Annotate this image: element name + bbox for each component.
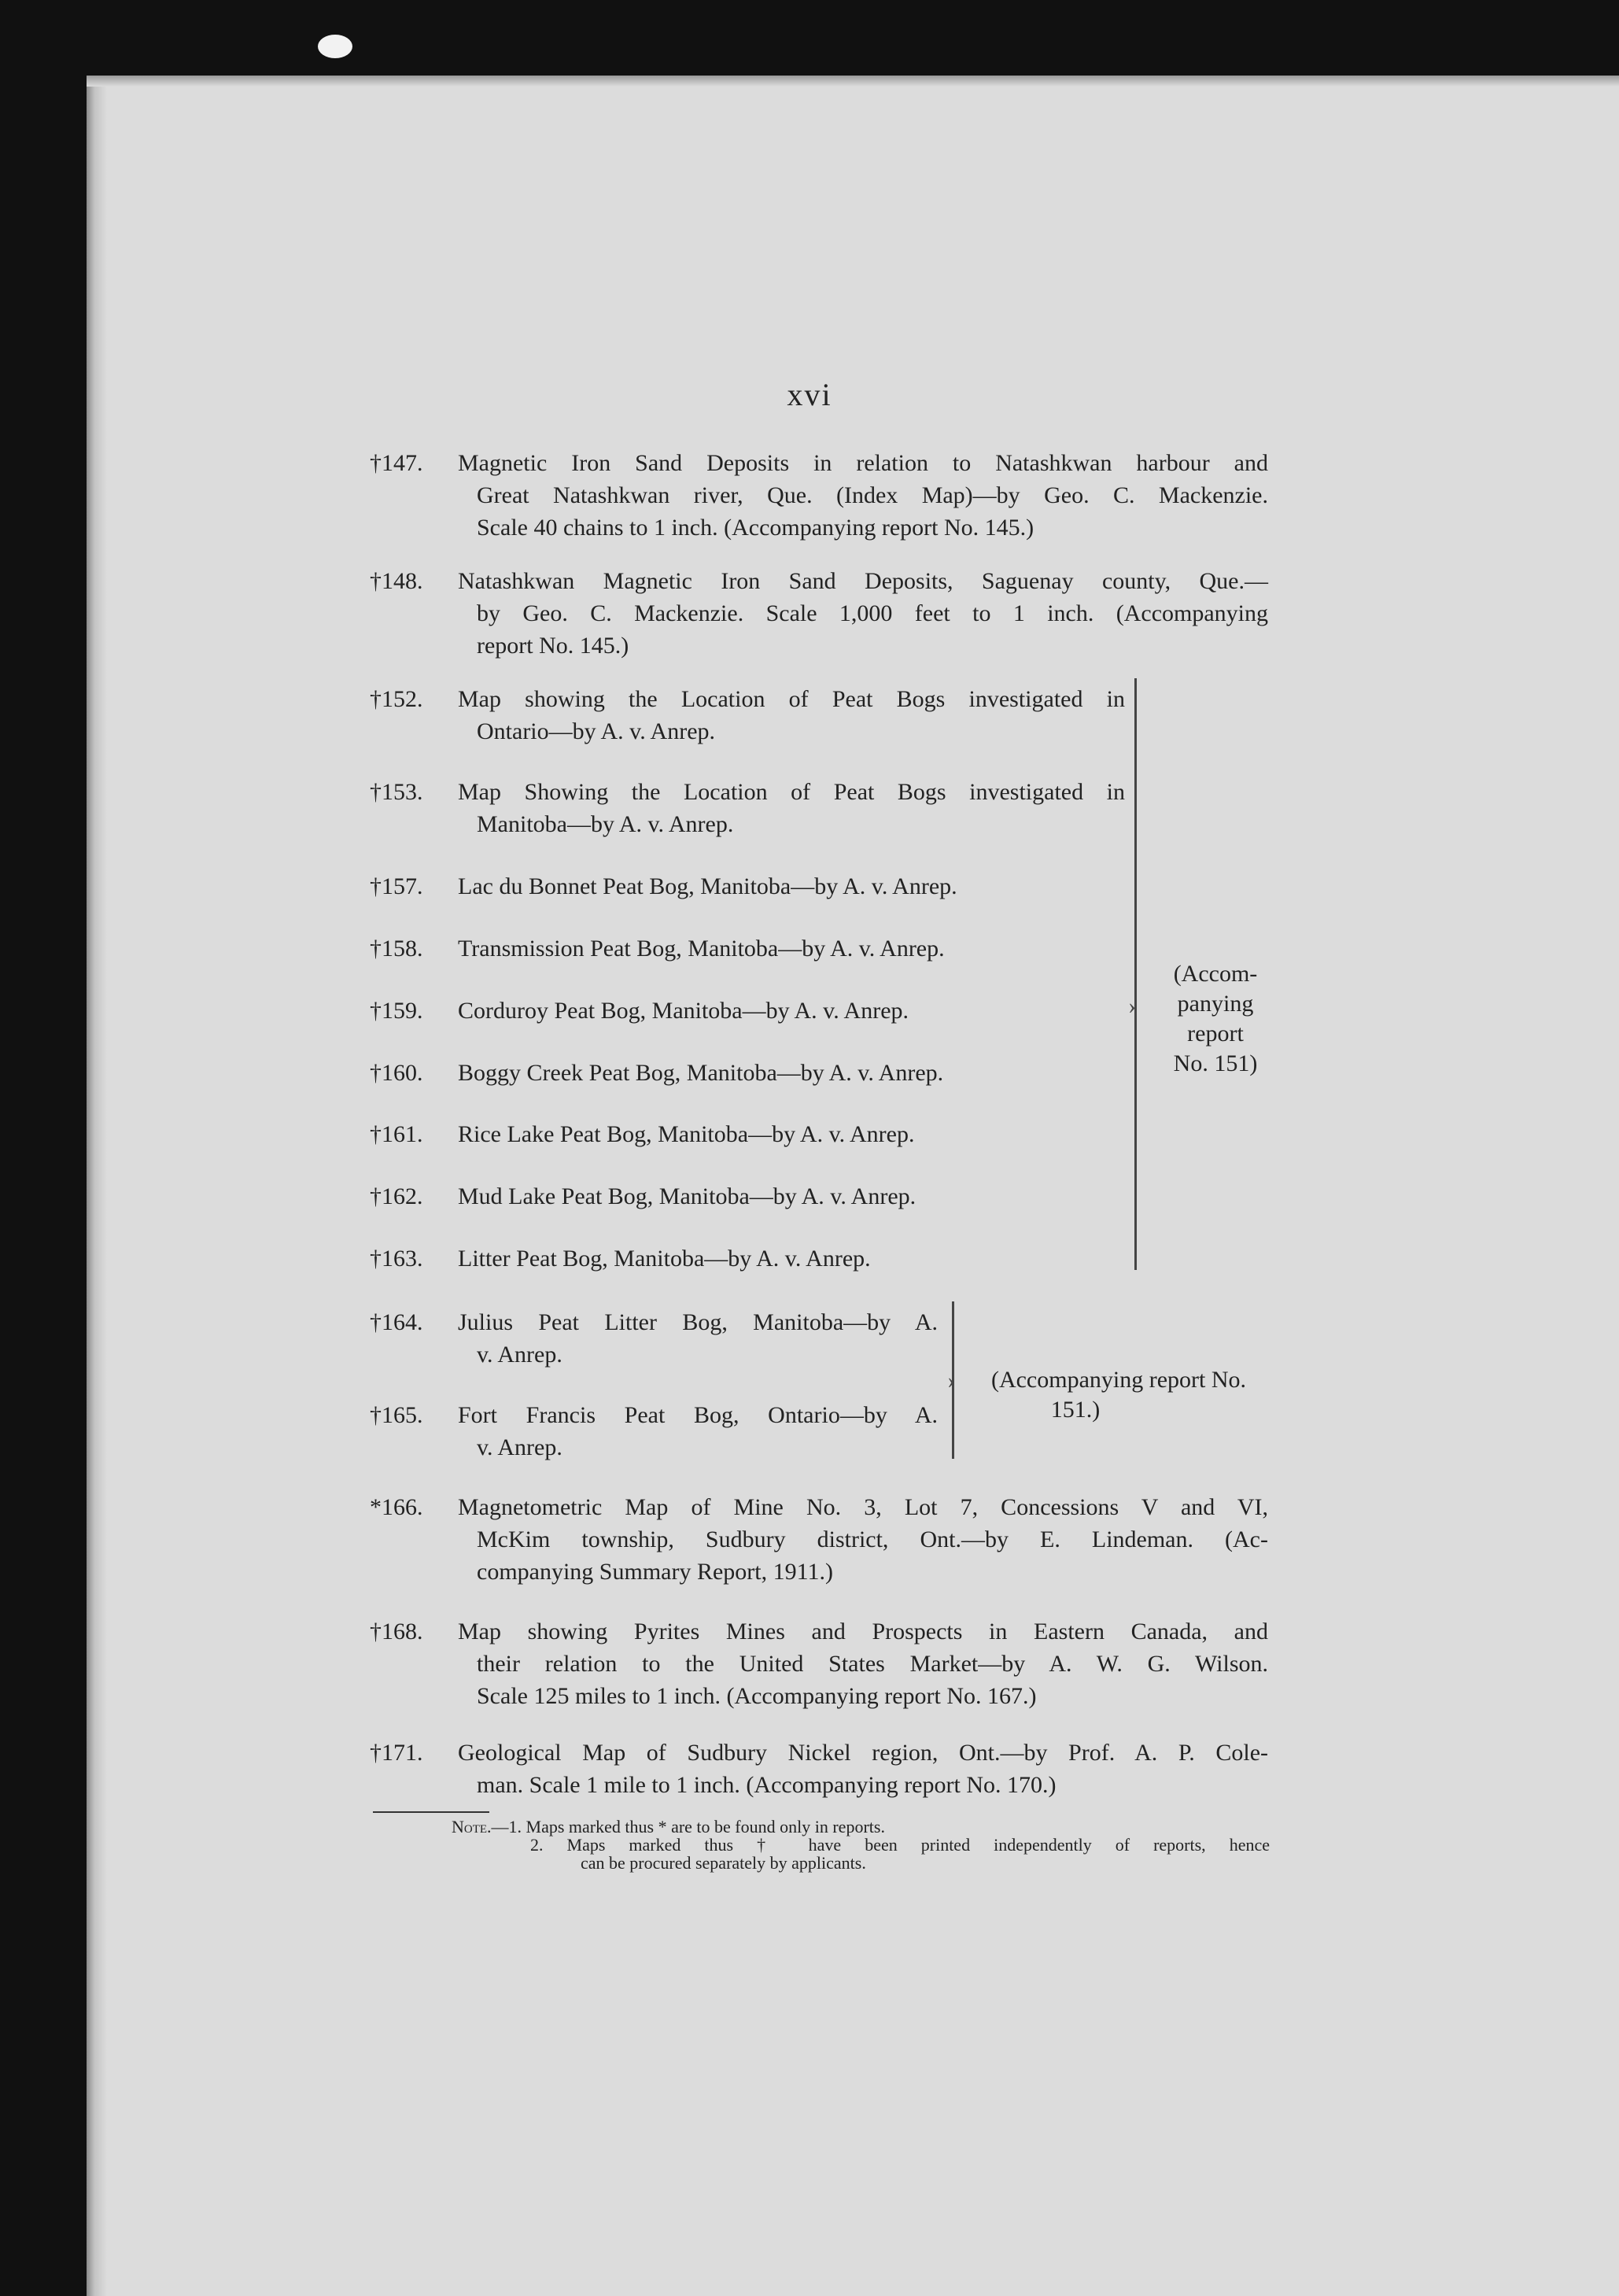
bracket-line: report <box>1187 1021 1244 1046</box>
entry-line: man. Scale 1 mile to 1 inch. (Accompanying report No. 170.) <box>477 1772 1057 1798</box>
entry-line: Map Showing the Location of Peat Bogs investigated in <box>458 779 1125 805</box>
footnote-label: Note. <box>452 1817 492 1836</box>
entry-line: Great Natashkwan river, Que. (Index Map)—by Geo. C. Mackenzie. <box>477 482 1268 508</box>
entry-163-number: †163. <box>370 1246 423 1272</box>
footnote-item: 2. Maps marked thus † have been printed independently of reports, hence <box>530 1835 1270 1855</box>
footnote-rule <box>373 1811 489 1813</box>
footnote <box>452 1818 1270 1872</box>
entry-161-number: †161. <box>370 1121 423 1147</box>
brace-point: › <box>947 1368 955 1393</box>
entry-number: †168. <box>370 1619 423 1644</box>
entry-159-text: Corduroy Peat Bog, Manitoba—by A. v. Anrep. <box>458 998 909 1024</box>
bracket-line: panying <box>1177 991 1254 1017</box>
entry-text-last <box>458 1680 1268 1712</box>
footnote-line-1 <box>452 1818 1270 1836</box>
entry-text-last <box>458 1769 1268 1801</box>
entry-162-text: Mud Lake Peat Bog, Manitoba—by A. v. Anrep. <box>458 1183 916 1209</box>
entry-number: †165. <box>370 1402 423 1428</box>
footnote-item: —1. Maps marked thus * are to be found only in reports. <box>491 1817 885 1836</box>
bracket-label-151 <box>1156 959 1274 1079</box>
entry-160-number: †160. <box>370 1060 423 1086</box>
entry-line: Ontario—by A. v. Anrep. <box>477 718 716 744</box>
entry-text-last <box>458 1338 938 1371</box>
entry-line: Magnetometric Map of Mine No. 3, Lot 7, Concessions V and VI, <box>458 1494 1268 1520</box>
entry-text-last <box>458 1556 1268 1588</box>
entry-number: *166. <box>370 1494 423 1520</box>
entry-text <box>458 1491 1268 1556</box>
entry-158-number: †158. <box>370 936 423 962</box>
entry-line: Manitoba—by A. v. Anrep. <box>477 811 734 837</box>
entry-line: Scale 125 miles to 1 inch. (Accompanying report No. 167.) <box>477 1683 1037 1709</box>
bracket-line: No. 151) <box>1173 1050 1258 1076</box>
entry-text-last <box>458 511 1268 544</box>
entry-number: †148. <box>370 568 423 594</box>
entry-162-number: †162. <box>370 1183 423 1209</box>
entry-line: their relation to the United States Market—by A. W. G. Wilson. <box>477 1651 1268 1677</box>
entry-text-last <box>458 808 1125 840</box>
entry-line: v. Anrep. <box>477 1342 562 1368</box>
entry-line: Magnetic Iron Sand Deposits in relation to Natashkwan harbour and <box>458 450 1268 476</box>
entry-159-number: †159. <box>370 998 423 1024</box>
footnote-item: can be procured separately by applicants. <box>581 1853 866 1873</box>
entry-text <box>458 776 1125 808</box>
entry-number: †171. <box>370 1740 423 1766</box>
entry-line: Fort Francis Peat Bog, Ontario—by A. <box>458 1402 938 1428</box>
entry-157-text: Lac du Bonnet Peat Bog, Manitoba—by A. v. Anrep. <box>458 873 957 899</box>
entry-text <box>458 1306 938 1338</box>
entry-text-last <box>458 715 1125 747</box>
entry-163-text: Litter Peat Bog, Manitoba—by A. v. Anrep. <box>458 1246 871 1272</box>
entry-text-last <box>458 1431 938 1464</box>
entry-text-last <box>458 629 1268 662</box>
entry-number: †164. <box>370 1309 423 1335</box>
entry-line: Geological Map of Sudbury Nickel region, Ont.—by Prof. A. P. Cole- <box>458 1740 1268 1766</box>
entry-line: by Geo. C. Mackenzie. Scale 1,000 feet to 1 inch. (Accompanying <box>477 600 1268 626</box>
entry-text <box>458 565 1268 629</box>
entry-line: Julius Peat Litter Bog, Manitoba—by A. <box>458 1309 938 1335</box>
entry-line: companying Summary Report, 1911.) <box>477 1559 833 1585</box>
scan-blot <box>318 35 352 58</box>
entry-text <box>458 1399 938 1431</box>
page-folio: xvi <box>787 377 832 412</box>
entry-157-number: †157. <box>370 873 423 899</box>
brace-point: › <box>1128 993 1136 1019</box>
entry-number: †152. <box>370 686 423 712</box>
entry-line: v. Anrep. <box>477 1434 562 1460</box>
entry-160-text: Boggy Creek Peat Bog, Manitoba—by A. v. Anrep. <box>458 1060 944 1086</box>
entry-text <box>458 447 1268 511</box>
page-top-shadow <box>87 76 1619 87</box>
entry-text <box>458 683 1125 715</box>
bracket-label-151-b <box>964 1365 1273 1425</box>
entry-number: †153. <box>370 779 423 805</box>
entry-158-text: Transmission Peat Bog, Manitoba—by A. v. Anrep. <box>458 936 945 962</box>
entry-161-text: Rice Lake Peat Bog, Manitoba—by A. v. Anrep. <box>458 1121 915 1147</box>
entry-line: report No. 145.) <box>477 633 629 659</box>
entry-line: Map showing the Location of Peat Bogs investigated in <box>458 686 1125 712</box>
bracket-line: (Accompanying report No. <box>990 1367 1247 1393</box>
entry-number: †147. <box>370 450 423 476</box>
bracket-line: 151.) <box>1050 1397 1101 1423</box>
entry-text <box>458 1737 1268 1769</box>
brace-line <box>1133 678 1137 1270</box>
bracket-line: (Accom- <box>1173 961 1258 987</box>
entry-line: McKim township, Sudbury district, Ont.—by E. Lindeman. (Ac- <box>477 1526 1268 1552</box>
entry-text <box>458 1615 1268 1680</box>
entry-line: Natashkwan Magnetic Iron Sand Deposits, Saguenay county, Que.— <box>458 568 1268 594</box>
entry-line: Map showing Pyrites Mines and Prospects in Eastern Canada, and <box>458 1619 1268 1644</box>
entry-line: Scale 40 chains to 1 inch. (Accompanying report No. 145.) <box>477 515 1034 541</box>
